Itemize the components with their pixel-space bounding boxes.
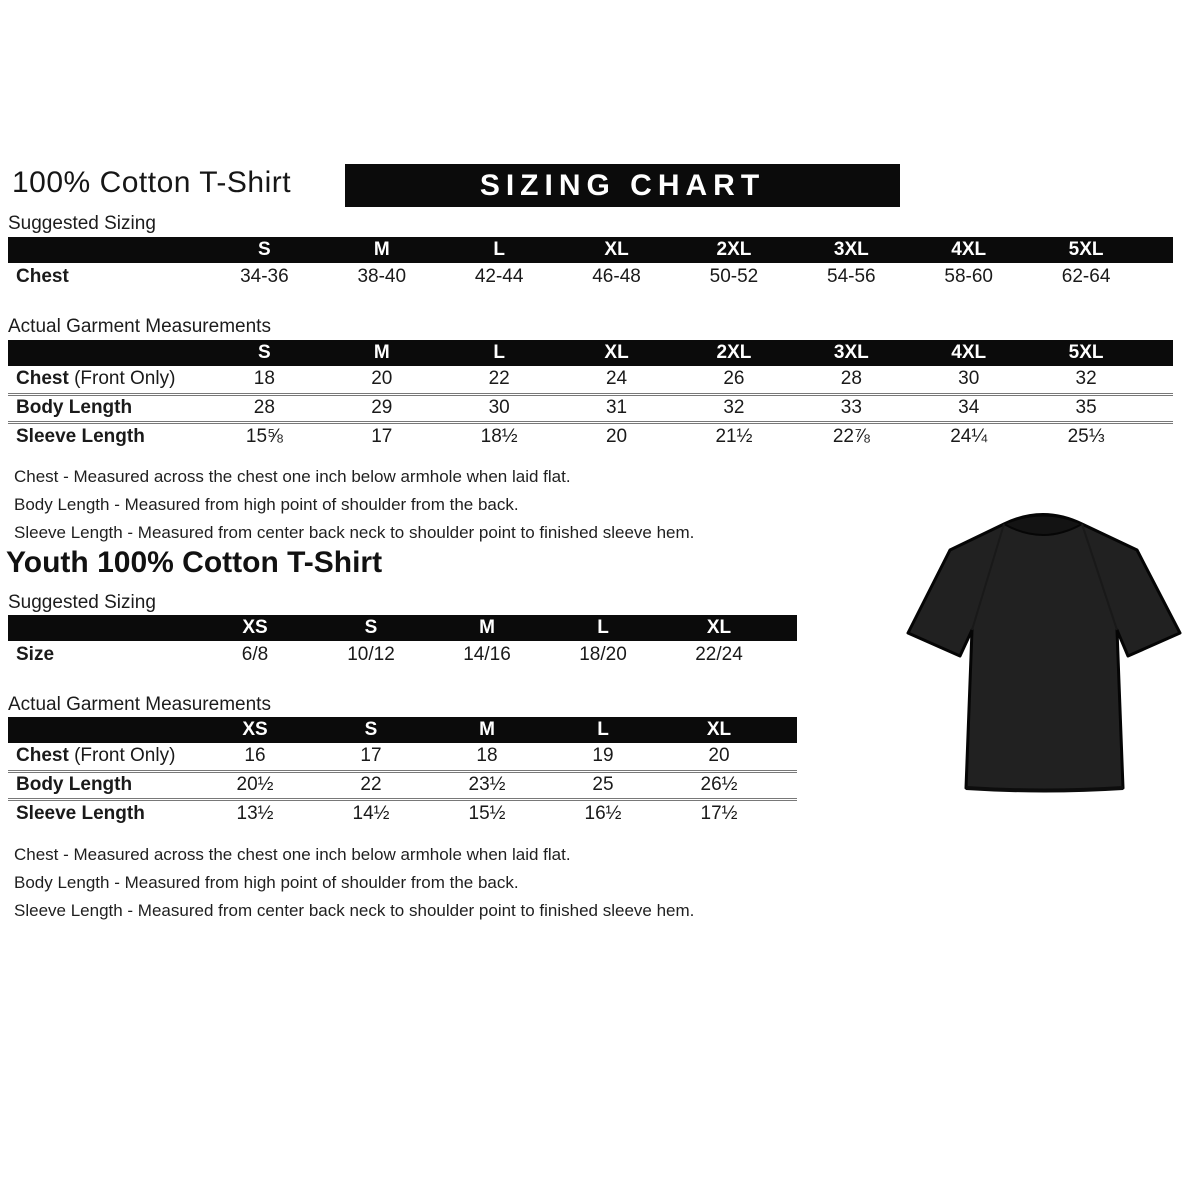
row-label: Size — [8, 641, 197, 669]
note-sleeve-length: Sleeve Length - Measured from center back neck to shoulder point to finished sleeve hem. — [14, 901, 695, 920]
page-title: 100% Cotton T-Shirt — [12, 166, 292, 199]
size-column-header: 5XL — [1027, 340, 1144, 366]
row-filler-cell — [777, 743, 797, 771]
size-column-header: XS — [197, 717, 313, 743]
sizing-chart-banner-label: SIZING CHART — [479, 168, 766, 202]
size-column-header: L — [440, 340, 557, 366]
sizing-chart-banner — [345, 164, 900, 207]
row-filler-cell — [1145, 394, 1173, 422]
row-label: Chest (Front Only) — [8, 366, 206, 394]
measurement-cell: 28 — [793, 366, 910, 394]
youth-actual-measurements-table — [8, 717, 797, 827]
row-label: Body Length — [8, 771, 197, 799]
measurement-cell: 18/20 — [545, 641, 661, 669]
measurement-cell: 46-48 — [558, 263, 675, 291]
header-filler-cell — [777, 615, 797, 641]
measurement-cell: 25 — [545, 771, 661, 799]
size-column-header: 4XL — [910, 237, 1027, 263]
size-column-header: 3XL — [793, 237, 910, 263]
measurement-cell: 33 — [793, 394, 910, 422]
measurement-cell: 42-44 — [440, 263, 557, 291]
measurement-cell: 54-56 — [793, 263, 910, 291]
size-column-header: S — [206, 340, 323, 366]
measurement-cell: 28 — [206, 394, 323, 422]
measurement-cell: 35 — [1027, 394, 1144, 422]
size-column-header: 2XL — [675, 340, 792, 366]
size-column-header: L — [545, 615, 661, 641]
measurement-row — [8, 641, 797, 669]
size-column-header: 4XL — [910, 340, 1027, 366]
size-column-header: XL — [661, 615, 777, 641]
measurement-cell: 23½ — [429, 771, 545, 799]
size-column-header: L — [545, 717, 661, 743]
size-column-header: S — [313, 615, 429, 641]
youth-actual-measurements-label: Actual Garment Measurements — [8, 694, 271, 715]
row-label: Chest — [8, 263, 206, 291]
youth-measurement-notes — [14, 841, 694, 925]
size-column-header: XL — [558, 237, 675, 263]
measurement-cell: 62-64 — [1027, 263, 1144, 291]
youth-suggested-sizing-label: Suggested Sizing — [8, 592, 156, 613]
size-column-header: M — [323, 340, 440, 366]
size-column-header: S — [313, 717, 429, 743]
measurement-cell: 18½ — [440, 422, 557, 450]
header-filler-cell — [1145, 237, 1173, 263]
measurement-cell: 17 — [313, 743, 429, 771]
measurement-cell: 19 — [545, 743, 661, 771]
measurement-cell: 21½ — [675, 422, 792, 450]
size-header-row — [8, 237, 1173, 263]
measurement-cell: 20 — [558, 422, 675, 450]
measurement-cell: 50-52 — [675, 263, 792, 291]
header-filler-cell — [777, 717, 797, 743]
measurement-row — [8, 263, 1173, 291]
note-body-length: Body Length - Measured from high point of shoulder from the back. — [14, 495, 519, 514]
size-column-header: XL — [558, 340, 675, 366]
measurement-cell: 29 — [323, 394, 440, 422]
header-corner-cell — [8, 340, 206, 366]
row-label: Sleeve Length — [8, 422, 206, 450]
measurement-cell: 32 — [675, 394, 792, 422]
measurement-cell: 18 — [429, 743, 545, 771]
black-tshirt-image — [896, 492, 1192, 802]
measurement-cell: 24¼ — [910, 422, 1027, 450]
row-filler-cell — [777, 641, 797, 669]
measurement-cell: 30 — [440, 394, 557, 422]
size-column-header: M — [429, 717, 545, 743]
size-column-header: 5XL — [1027, 237, 1144, 263]
adult-actual-measurements-table — [8, 340, 1173, 450]
measurement-cell: 31 — [558, 394, 675, 422]
measurement-row — [8, 771, 797, 799]
adult-suggested-sizing-table — [8, 237, 1173, 291]
measurement-cell: 17 — [323, 422, 440, 450]
adult-measurement-notes — [14, 463, 694, 547]
measurement-cell: 22 — [313, 771, 429, 799]
measurement-cell: 34 — [910, 394, 1027, 422]
measurement-cell: 22⅞ — [793, 422, 910, 450]
row-filler-cell — [1145, 263, 1173, 291]
measurement-cell: 22 — [440, 366, 557, 394]
measurement-cell: 58-60 — [910, 263, 1027, 291]
measurement-cell: 26 — [675, 366, 792, 394]
measurement-row — [8, 394, 1173, 422]
note-sleeve-length: Sleeve Length - Measured from center back neck to shoulder point to finished sleeve hem. — [14, 523, 695, 542]
row-label: Chest (Front Only) — [8, 743, 197, 771]
measurement-cell: 25⅓ — [1027, 422, 1144, 450]
size-header-row — [8, 717, 797, 743]
measurement-cell: 10/12 — [313, 641, 429, 669]
measurement-cell: 38-40 — [323, 263, 440, 291]
measurement-row — [8, 366, 1173, 394]
row-label: Body Length — [8, 394, 206, 422]
size-column-header: L — [440, 237, 557, 263]
measurement-cell: 16½ — [545, 799, 661, 827]
size-header-row — [8, 615, 797, 641]
row-filler-cell — [1145, 422, 1173, 450]
measurement-cell: 17½ — [661, 799, 777, 827]
measurement-cell: 15⅝ — [206, 422, 323, 450]
row-filler-cell — [777, 771, 797, 799]
youth-section-title: Youth 100% Cotton T-Shirt — [6, 546, 383, 579]
header-corner-cell — [8, 717, 197, 743]
measurement-cell: 32 — [1027, 366, 1144, 394]
measurement-row — [8, 743, 797, 771]
measurement-row — [8, 422, 1173, 450]
measurement-cell: 14½ — [313, 799, 429, 827]
measurement-cell: 26½ — [661, 771, 777, 799]
size-header-row — [8, 340, 1173, 366]
note-chest: Chest - Measured across the chest one inch below armhole when laid flat. — [14, 467, 571, 486]
size-column-header: 3XL — [793, 340, 910, 366]
row-filler-cell — [777, 799, 797, 827]
size-column-header: M — [429, 615, 545, 641]
measurement-cell: 16 — [197, 743, 313, 771]
row-label: Sleeve Length — [8, 799, 197, 827]
measurement-cell: 20 — [661, 743, 777, 771]
measurement-cell: 30 — [910, 366, 1027, 394]
size-column-header: XL — [661, 717, 777, 743]
note-body-length: Body Length - Measured from high point of shoulder from the back. — [14, 873, 519, 892]
measurement-cell: 20½ — [197, 771, 313, 799]
measurement-cell: 24 — [558, 366, 675, 394]
header-corner-cell — [8, 615, 197, 641]
size-column-header: S — [206, 237, 323, 263]
header-corner-cell — [8, 237, 206, 263]
note-chest: Chest - Measured across the chest one inch below armhole when laid flat. — [14, 845, 571, 864]
youth-suggested-sizing-table — [8, 615, 797, 669]
measurement-cell: 14/16 — [429, 641, 545, 669]
measurement-cell: 22/24 — [661, 641, 777, 669]
measurement-cell: 15½ — [429, 799, 545, 827]
measurement-cell: 18 — [206, 366, 323, 394]
size-column-header: 2XL — [675, 237, 792, 263]
measurement-cell: 6/8 — [197, 641, 313, 669]
size-column-header: M — [323, 237, 440, 263]
measurement-cell: 13½ — [197, 799, 313, 827]
tshirt-product-photo — [896, 492, 1192, 802]
measurement-cell: 20 — [323, 366, 440, 394]
measurement-row — [8, 799, 797, 827]
adult-suggested-sizing-label: Suggested Sizing — [8, 213, 156, 234]
adult-actual-measurements-label: Actual Garment Measurements — [8, 316, 271, 337]
header-filler-cell — [1145, 340, 1173, 366]
row-filler-cell — [1145, 366, 1173, 394]
measurement-cell: 34-36 — [206, 263, 323, 291]
size-column-header: XS — [197, 615, 313, 641]
